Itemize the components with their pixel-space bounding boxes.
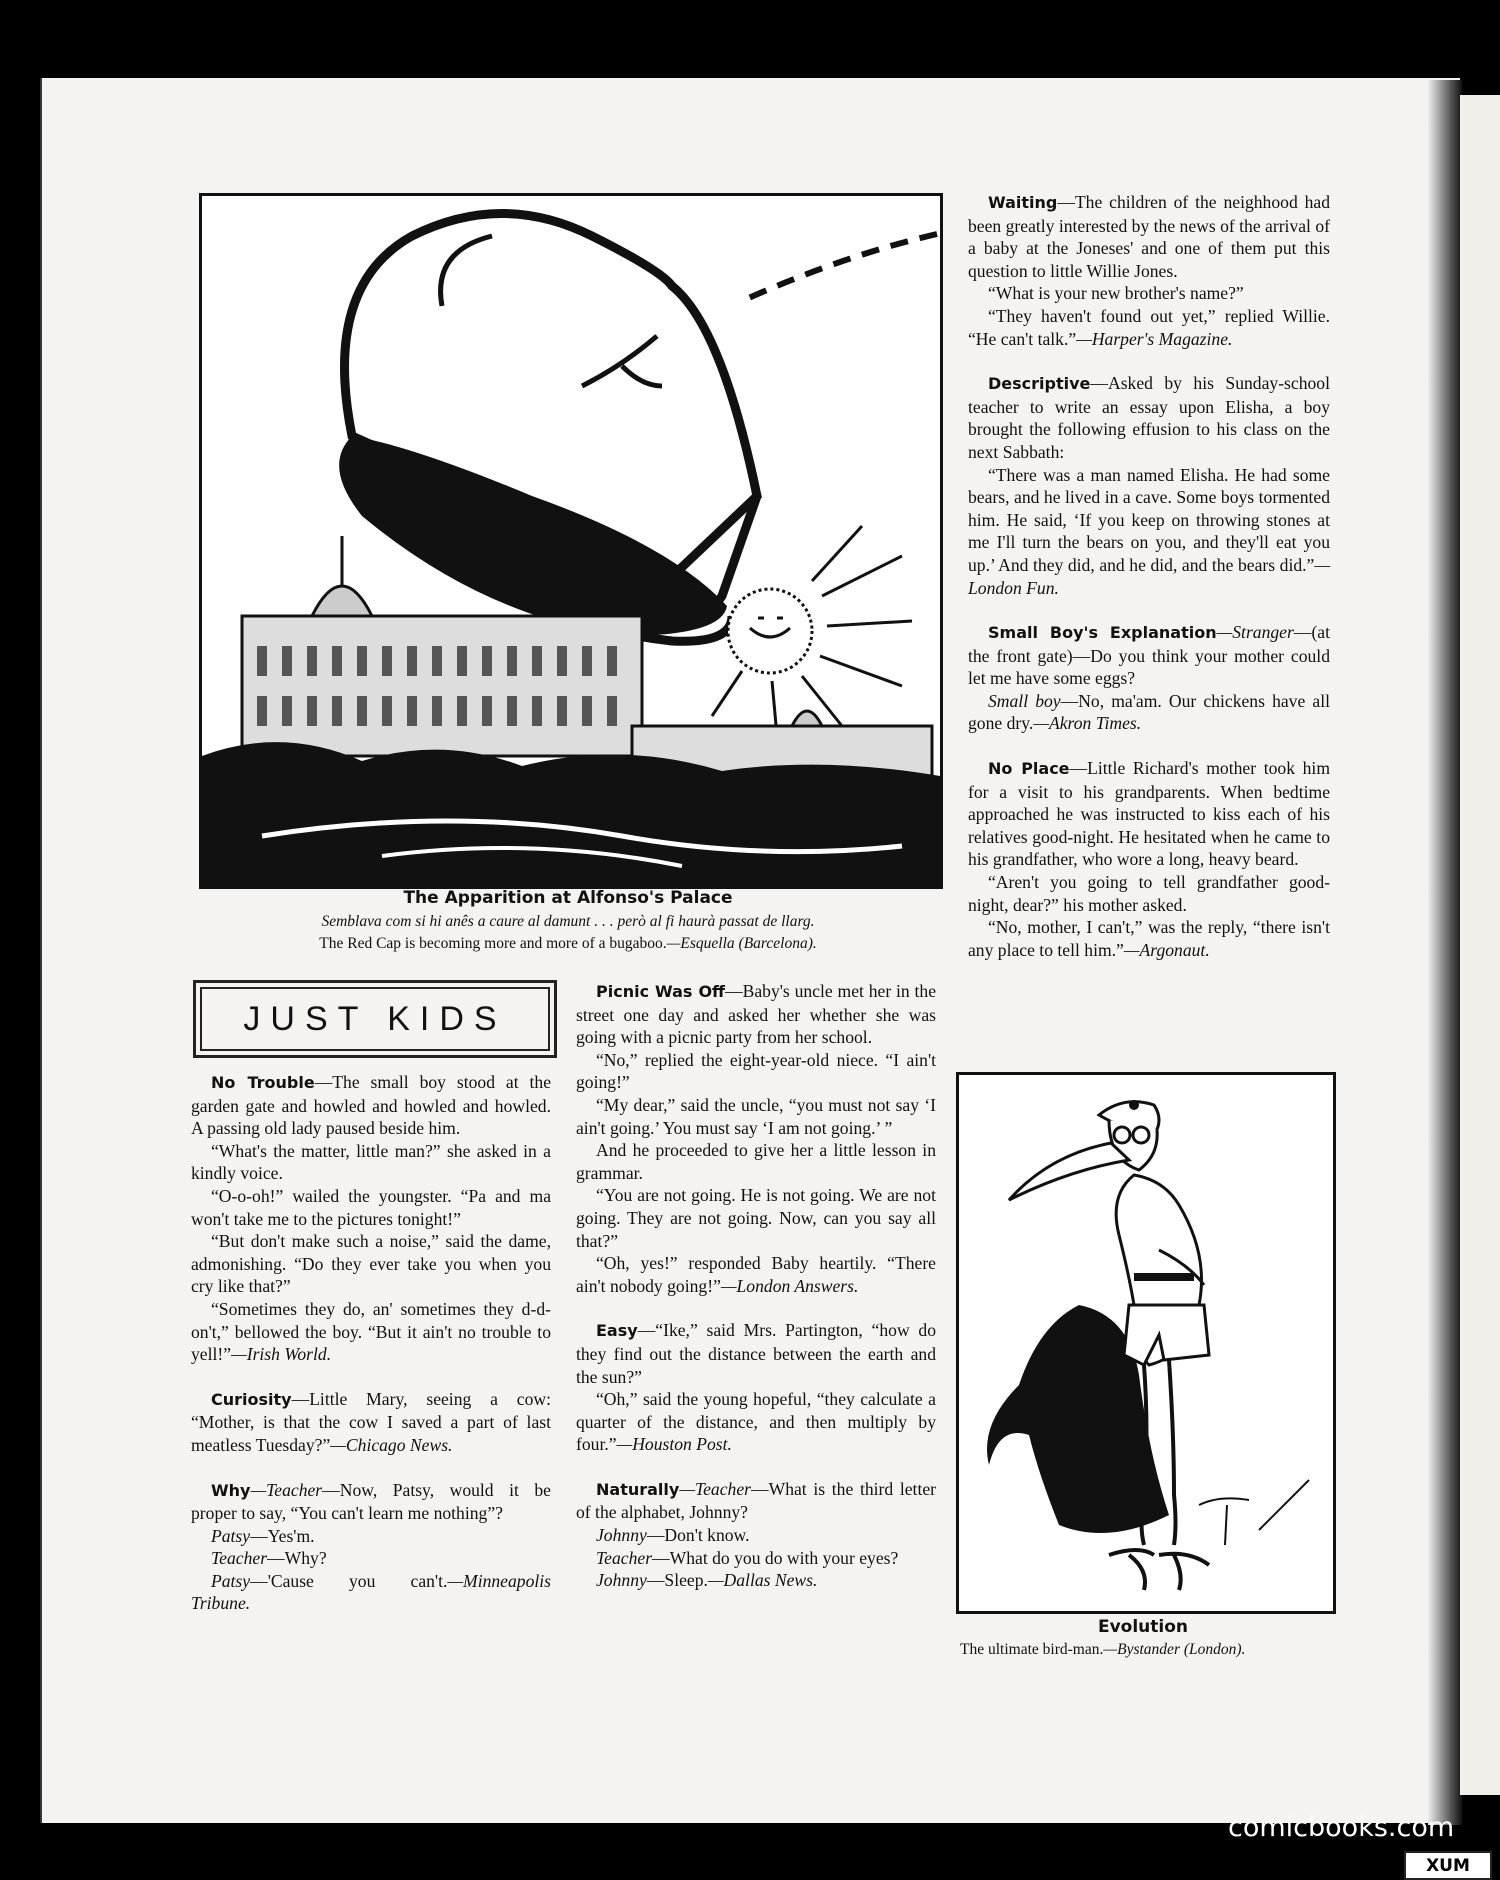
paragraph-text: “Oh, yes!” responded Baby heartily. “There ain't nobody going!” — [576, 1253, 936, 1296]
source-credit: —London Fun. — [968, 554, 1330, 598]
cartoon-apparition — [199, 193, 943, 889]
paragraph-gap — [191, 1366, 551, 1388]
joke-title: Easy — [596, 1321, 638, 1341]
speaker-name: Johnny — [596, 1570, 647, 1591]
joke-title: Small Boy's Explanation — [988, 623, 1217, 643]
cartoon-evolution-caption-text: The ultimate bird-man. — [960, 1641, 1104, 1658]
cartoon-evolution-title: Evolution — [1097, 1617, 1189, 1637]
column-3 — [968, 191, 1330, 961]
paragraph — [968, 191, 1330, 282]
cartoon-evolution — [956, 1072, 1336, 1614]
paragraph-text: —Sleep. — [646, 1570, 708, 1591]
paragraph — [576, 1252, 936, 1297]
paragraph — [191, 1547, 551, 1570]
just-kids-heading: JUST KIDS — [243, 999, 507, 1038]
paragraph-text: “You are not going. He is not going. We are not going. They are not going. Now, can you say all that?” — [576, 1185, 936, 1251]
paragraph-text: “Oh,” said the young hopeful, “they calculate a quarter of the distance, and then multiply by four.” — [576, 1389, 936, 1455]
column-2 — [576, 980, 936, 1592]
paragraph-text: —Asked by his Sunday-school teacher to write an essay upon Elisha, a boy brought the following effusion to his class on the next Sabbath: — [968, 373, 1330, 462]
speaker-name: Johnny — [596, 1525, 647, 1546]
paragraph — [191, 1570, 551, 1615]
joke-title: Picnic Was Off — [596, 982, 726, 1001]
cartoon-apparition-title: The Apparition at Alfonso's Palace — [403, 888, 733, 908]
source-credit: —Akron Times. — [1033, 713, 1142, 734]
paragraph — [191, 1140, 551, 1185]
paragraph-text: “No,” replied the eight-year-old niece. “I ain't going!” — [576, 1049, 936, 1093]
speaker-name: Small boy — [988, 690, 1061, 711]
site-watermark: comicbooks.com — [1228, 1812, 1455, 1843]
joke-title: No Trouble — [211, 1073, 315, 1092]
just-kids-heading-box — [193, 980, 557, 1058]
paragraph-text: —Yes'm. — [250, 1525, 315, 1546]
paragraph-text: “My dear,” said the uncle, “you must not say ‘I ain't going.’ You must say ‘I am not going.’ ” — [576, 1094, 936, 1138]
cartoon-apparition-caption-english — [199, 935, 937, 953]
paragraph-text: “O-o-oh!” wailed the youngster. “Pa and ma won't take me to the pictures tonight!” — [191, 1185, 551, 1229]
paragraph-text: —Don't know. — [646, 1525, 750, 1546]
paragraph-text: —(at the front gate)—Do you think your mother could let me have some eggs? — [968, 622, 1330, 689]
paragraph-text: “No, mother, I can't,” was the reply, “there isn't any place to tell him.” — [968, 917, 1330, 960]
paragraph — [576, 1049, 936, 1094]
paragraph-text: “But don't make such a noise,” said the dame, admonishing. “Do they ever take you when you cry like that?” — [191, 1231, 551, 1297]
paragraph-text: —'Cause you can't. — [250, 1570, 448, 1591]
paragraph — [191, 1525, 551, 1548]
speaker-name: —Teacher — [250, 1479, 323, 1500]
paragraph-text: “Sometimes they do, an' sometimes they d-d-on't,” bellowed the boy. “But it ain't no trouble to yell!” — [191, 1298, 551, 1365]
paragraph-text: —Now, Patsy, would it be proper to say, “You can't learn me nothing”? — [191, 1479, 551, 1524]
paragraph — [191, 1185, 551, 1230]
paragraph — [576, 1524, 936, 1547]
paragraph-gap — [968, 599, 1330, 621]
paragraph — [576, 1388, 936, 1456]
paragraph — [576, 1478, 936, 1524]
cartoon-evolution-caption — [960, 1640, 1326, 1660]
paragraph-text: —Why? — [267, 1548, 327, 1569]
speaker-name: Patsy — [211, 1570, 251, 1591]
paragraph — [968, 282, 1330, 305]
paragraph-text: —No, ma'am. Our chickens have all gone dry. — [968, 690, 1330, 734]
paragraph-text: —Little Richard's mother took him for a visit to his grandparents. When bedtime approached he was instructed to kiss each of his relatives good-night. He hesitated when he came to his grandfather, who wore a long, heavy beard. — [968, 758, 1330, 870]
source-credit: —Minneapolis Tribune. — [191, 1570, 551, 1614]
joke-title: Descriptive — [988, 374, 1091, 394]
joke-title: Why — [211, 1480, 251, 1500]
paragraph — [968, 871, 1330, 916]
cartoon-evolution-caption-source: —Bystander (London). — [1103, 1641, 1246, 1658]
paragraph — [191, 1479, 551, 1525]
cartoon-evolution-drawing — [959, 1075, 1333, 1611]
source-credit: —Harper's Magazine. — [1076, 328, 1233, 349]
joke-title: Waiting — [988, 193, 1058, 212]
paragraph-gap — [968, 735, 1330, 757]
source-credit: —Houston Post. — [616, 1434, 732, 1455]
joke-title: No Place — [988, 759, 1070, 779]
paragraph — [576, 1569, 936, 1592]
paragraph-text: “There was a man named Elisha. He had some bears, and he lived in a cave. Some boys tormented him. He said, ‘If you keep on throwing stones at me I'll turn the bears on you, and they'll eat you up.’ And they did, and he did, and the bears did.” — [968, 464, 1330, 575]
paragraph-text: “They haven't found out yet,” replied Willie. “He can't talk.” — [968, 305, 1330, 349]
paragraph — [576, 1547, 936, 1570]
paragraph-text: —“Ike,” said Mrs. Partington, “how do they find out the distance between the earth and the sun?” — [576, 1320, 936, 1387]
column-1 — [191, 1071, 551, 1615]
paragraph — [576, 1184, 936, 1252]
paragraph — [191, 1230, 551, 1298]
site-badge: XUM — [1404, 1851, 1492, 1880]
paragraph — [968, 464, 1330, 600]
source-credit: —Irish World. — [231, 1344, 332, 1365]
next-page-edge — [1460, 95, 1500, 1795]
speaker-name: Patsy — [211, 1525, 251, 1546]
paragraph — [968, 757, 1330, 871]
speaker-name: —Stranger — [1216, 622, 1294, 643]
paragraph-text: “Aren't you going to tell grandfather good-night, dear?” his mother asked. — [968, 872, 1330, 915]
paragraph-text: —What do you do with your eyes? — [652, 1547, 899, 1568]
cartoon-apparition-caption-spanish: Semblava com si hi anês a caure al damunt . . . però al fi haurà passat de llarg. — [321, 913, 815, 930]
paragraph — [576, 980, 936, 1049]
paragraph — [968, 621, 1330, 690]
paragraph — [576, 1139, 936, 1184]
paragraph — [968, 916, 1330, 961]
source-credit: —Argonaut. — [1123, 939, 1210, 960]
source-credit: —Chicago News. — [330, 1434, 453, 1455]
paragraph-text: —The children of the neighhood had been greatly interested by the news of the arrival of a baby at the Joneses' and one of them put this question to little Willie Jones. — [968, 192, 1330, 281]
paragraph-gap — [968, 350, 1330, 372]
paragraph — [968, 305, 1330, 350]
source-credit: —Dallas News. — [707, 1570, 818, 1591]
paragraph — [968, 372, 1330, 463]
joke-title: Curiosity — [211, 1389, 292, 1409]
paragraph — [191, 1071, 551, 1140]
speaker-name: —Teacher — [679, 1478, 751, 1499]
cartoon-apparition-drawing — [202, 196, 940, 886]
page-edge-shadow — [1428, 80, 1462, 1825]
paragraph — [968, 690, 1330, 735]
paragraph-text: —Little Mary, seeing a cow: “Mother, is that the cow I saved a part of last meatless Tuesday?” — [191, 1388, 551, 1455]
paragraph — [576, 1094, 936, 1139]
paragraph-gap — [576, 1456, 936, 1478]
paragraph — [191, 1298, 551, 1366]
source-credit: —London Answers. — [720, 1275, 859, 1296]
paragraph-gap — [191, 1457, 551, 1479]
paragraph-text: “What's the matter, little man?” she asked in a kindly voice. — [191, 1140, 551, 1184]
paragraph-gap — [576, 1297, 936, 1319]
joke-title: Naturally — [596, 1479, 680, 1499]
paragraph-text: —What is the third letter of the alphabet, Johnny? — [576, 1478, 936, 1523]
paragraph-text: —Baby's uncle met her in the street one day and asked her whether she was going with a picnic party from her school. — [576, 981, 937, 1048]
paragraph-text: “What is your new brother's name?” — [988, 283, 1244, 304]
cartoon-apparition-caption-text: The Red Cap is becoming more and more of a bugaboo. — [319, 935, 667, 952]
paragraph-text: —The small boy stood at the garden gate and howled and howled and howled. A passing old lady paused beside him. — [191, 1072, 552, 1139]
paragraph — [191, 1388, 551, 1457]
paragraph-text: And he proceeded to give her a little lesson in grammar. — [576, 1140, 936, 1183]
paragraph — [576, 1319, 936, 1388]
speaker-name: Teacher — [211, 1548, 268, 1569]
speaker-name: Teacher — [596, 1547, 653, 1568]
cartoon-apparition-caption-source: —Esquella (Barcelona). — [666, 935, 817, 952]
